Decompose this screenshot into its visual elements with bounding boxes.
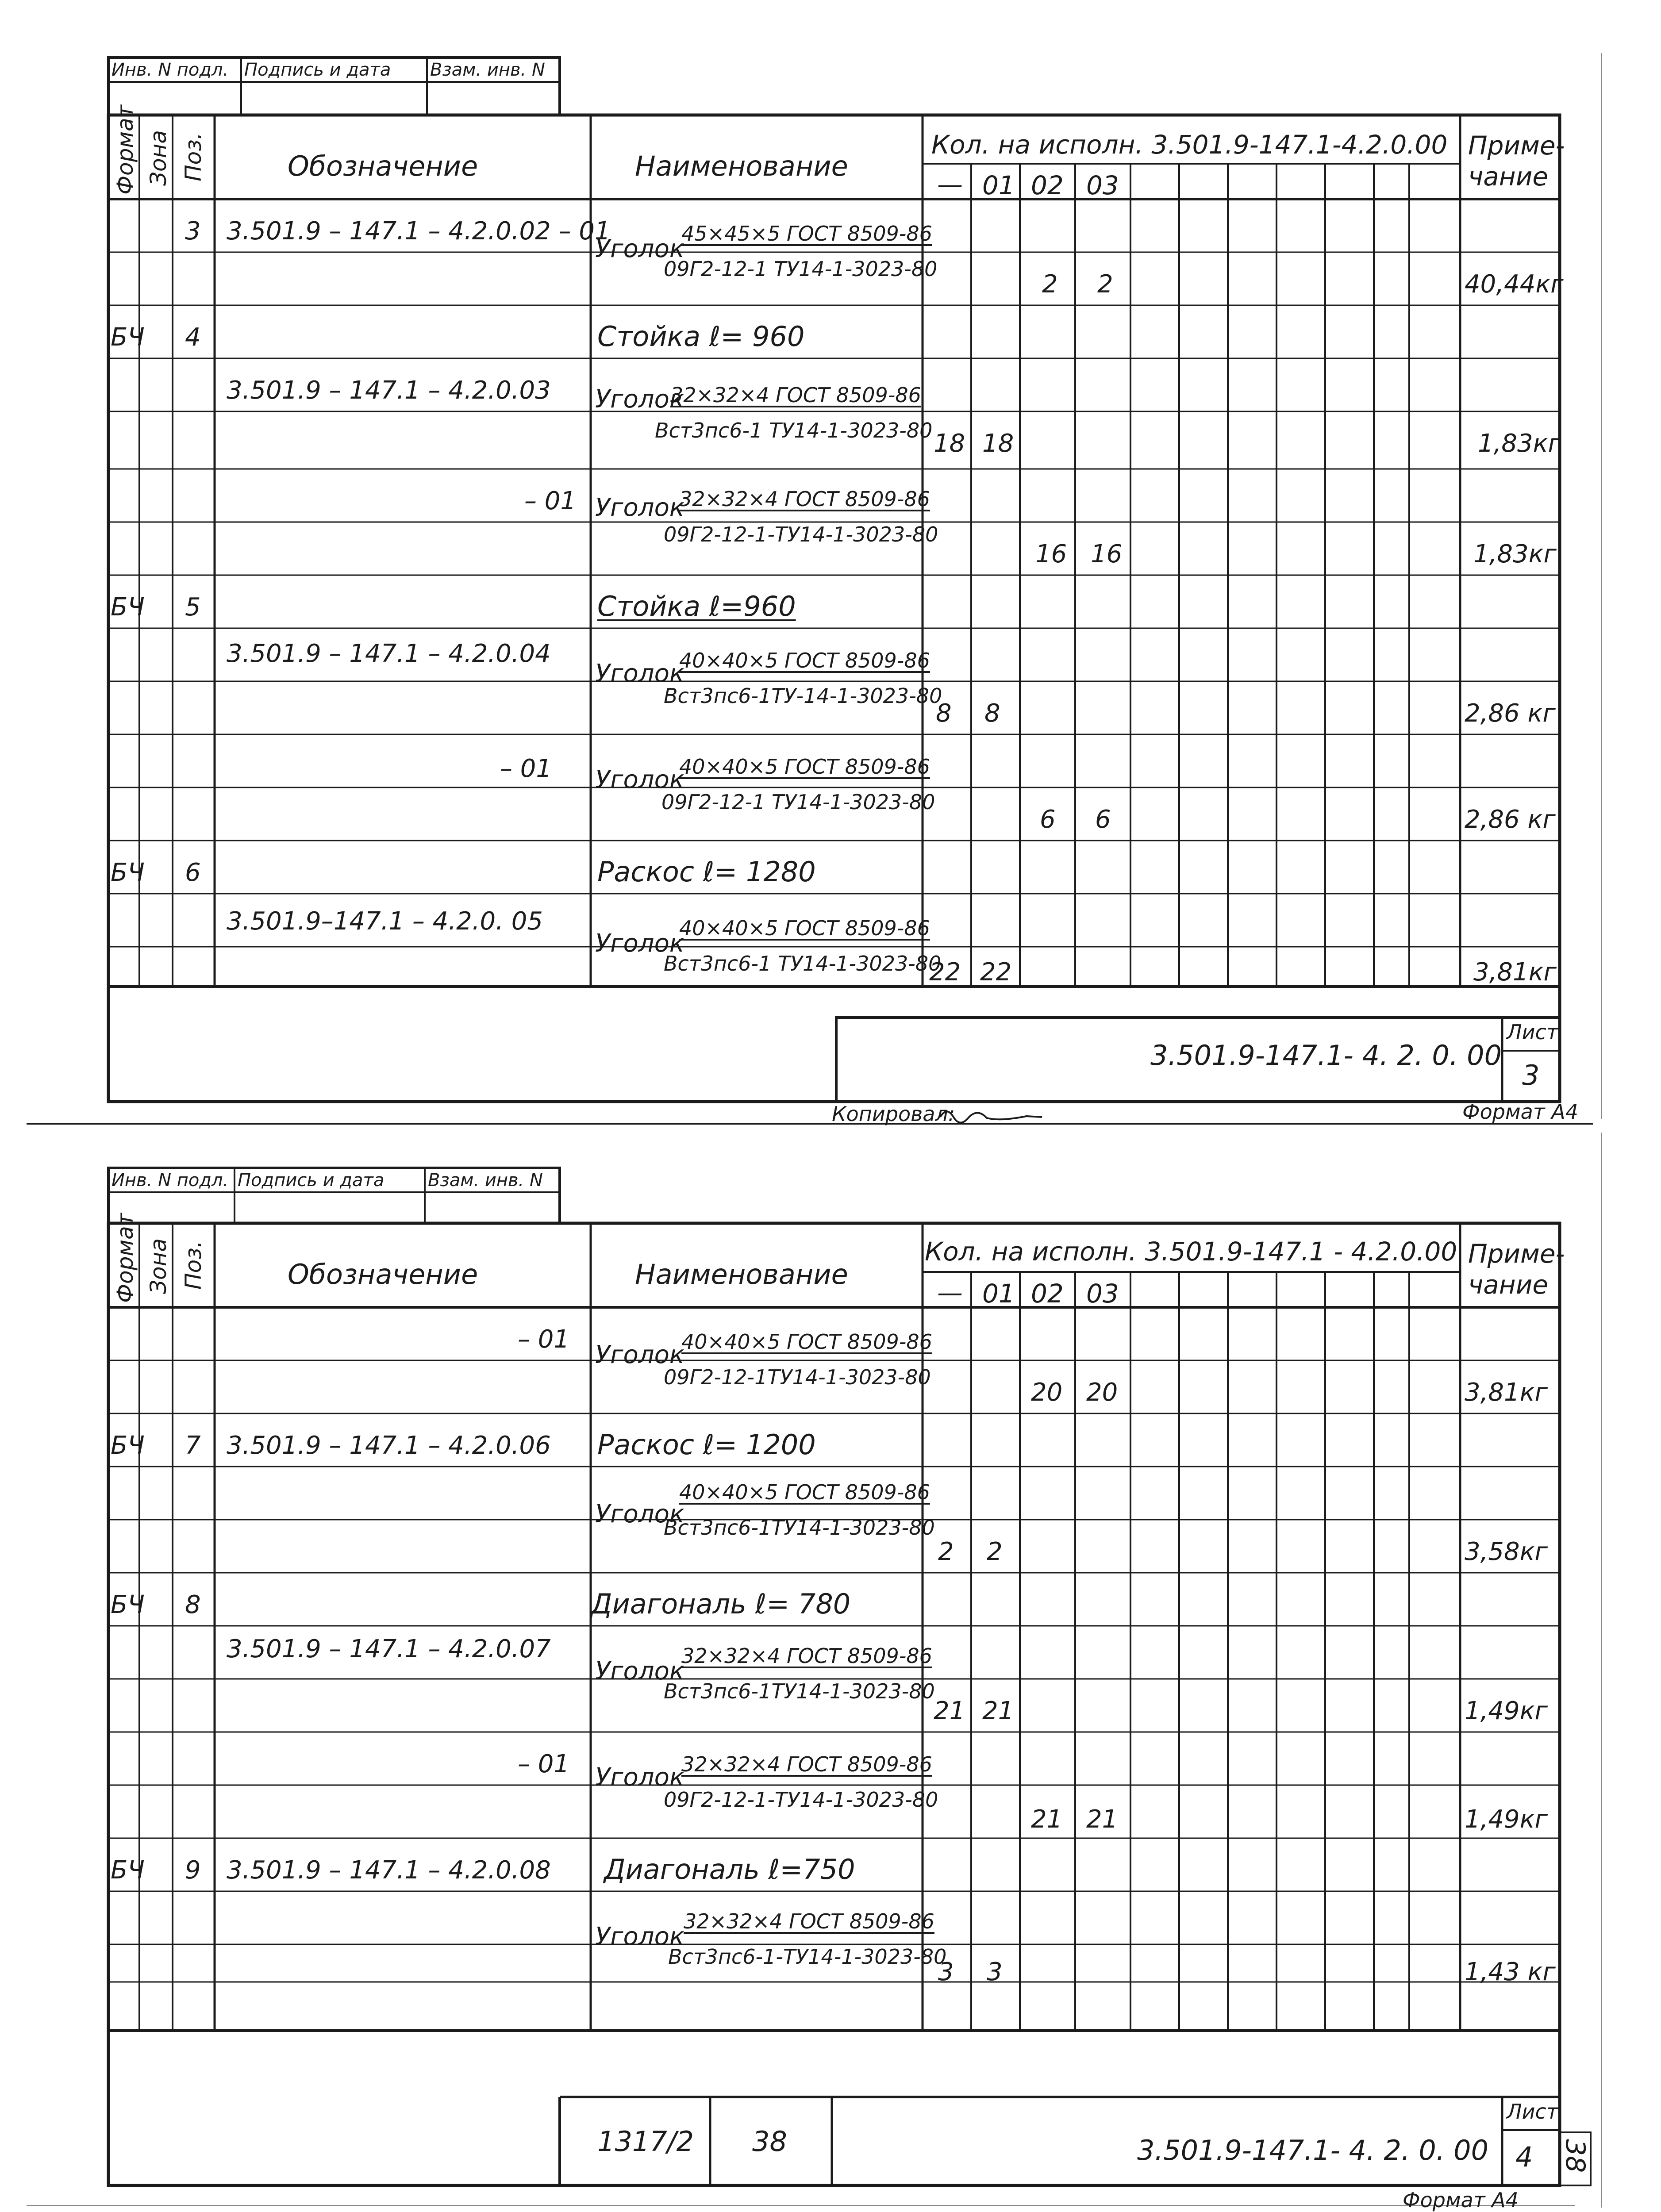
variant-01-2: 01 (982, 1279, 1015, 1309)
p1-r6-q01: 8 (984, 699, 1000, 728)
p1-r4-name: Уголок (595, 493, 684, 522)
p1-r1-designation: 3.501.9 – 147.1 – 4.2.0.02 – 01 (227, 217, 611, 246)
col-format: Формат (112, 105, 138, 195)
variant-03-2: 03 (1086, 1279, 1119, 1309)
p1-r1-name: Уголок (595, 234, 684, 263)
p1-r9-name: Уголок (595, 929, 684, 958)
p1-r9-q01: 22 (980, 958, 1012, 987)
p1-r4-designation: – 01 (524, 487, 577, 515)
p1-r9-spec-top: 40×40×5 ГОСТ 8509-86 (679, 916, 930, 940)
p1-r6-spec-top: 40×40×5 ГОСТ 8509-86 (679, 649, 930, 672)
qty-header: Кол. на исполн. 3.501.9-147.1-4.2.0.00 (931, 130, 1448, 160)
p1-r6-spec-bottom: Вст3пс6-1ТУ-14-1-3023-80 (664, 684, 942, 708)
p1-r6-designation: 3.501.9 – 147.1 – 4.2.0.04 (227, 639, 551, 668)
p1-r9-spec-bottom: Вст3пс6-1 ТУ14-1-3023-80 (664, 952, 942, 975)
p1-r3-note: 1,83кг (1478, 429, 1561, 458)
p2-r3-name: Уголок (595, 1500, 684, 1528)
p1-r3-spec-bottom: Вст3пс6-1 ТУ14-1-3023-80 (655, 419, 933, 442)
col-name-2: Наименование (635, 1258, 848, 1290)
p1-r8-name: Раскос ℓ= 1280 (597, 856, 816, 888)
copyist-signature (938, 1104, 1044, 1126)
qty-header-2: Кол. на исполн. 3.501.9-147.1 - 4.2.0.00 (925, 1237, 1457, 1267)
approval-vzam-2: Взам. инв. N (428, 1170, 543, 1190)
p2-title-code: 3.501.9-147.1- 4. 2. 0. 00 (1137, 2134, 1489, 2166)
p1-r7-spec-bottom: 09Г2-12-1 ТУ14-1-3023-80 (661, 790, 935, 814)
col-pos: Поз. (181, 132, 206, 181)
p1-r9-note: 3,81кг (1473, 958, 1557, 987)
p2-r8-q01: 3 (987, 1958, 1003, 1986)
col-zone-2: Зона (146, 1238, 171, 1294)
approval-inv-podl: Инв. N подл. (112, 60, 229, 80)
p2-r5-q0: 21 (934, 1697, 965, 1725)
p1-r1-note: 40,44кг (1465, 270, 1564, 299)
p2-r2-format: БЧ (111, 1431, 145, 1460)
p2-r6-spec-bottom: 09Г2-12-1-ТУ14-1-3023-80 (664, 1788, 938, 1812)
p1-r4-q02: 16 (1035, 540, 1067, 568)
p2-r6-designation: – 01 (518, 1750, 570, 1778)
p1-r9-designation: 3.501.9–147.1 – 4.2.0. 05 (227, 907, 543, 936)
col-note-1-2: Приме- (1468, 1239, 1565, 1269)
p1-r5-format: БЧ (111, 593, 145, 622)
p1-r1-pos: 3 (185, 217, 201, 246)
col-note-1: Приме- (1468, 131, 1565, 161)
p2-r5-q01: 21 (982, 1697, 1014, 1725)
p1-r7-spec-top: 40×40×5 ГОСТ 8509-86 (679, 755, 930, 779)
p2-r1-q02: 20 (1031, 1378, 1063, 1407)
variant-base-2: — (937, 1278, 963, 1308)
p1-r4-spec-top: 32×32×4 ГОСТ 8509-86 (679, 487, 930, 511)
col-designation-2: Обозначение (288, 1258, 478, 1290)
p1-r1-q02: 2 (1042, 270, 1058, 299)
p1-r2-pos: 4 (185, 323, 201, 352)
p2-sheet-no: 4 (1515, 2141, 1533, 2173)
p2-r2-name: Раскос ℓ= 1200 (597, 1429, 816, 1461)
p2-r1-name: Уголок (595, 1340, 684, 1369)
approval-sign-date-2: Подпись и дата (238, 1170, 384, 1190)
approval-sign-date: Подпись и дата (244, 60, 391, 80)
p2-r6-q02: 21 (1031, 1805, 1063, 1834)
variant-base: — (937, 169, 963, 200)
p1-title-code: 3.501.9-147.1- 4. 2. 0. 00 (1150, 1039, 1502, 1071)
p2-r7-name: Диагональ ℓ=750 (604, 1853, 855, 1886)
col-name: Наименование (635, 150, 848, 182)
p2-r5-designation: 3.501.9 – 147.1 – 4.2.0.07 (227, 1635, 551, 1663)
p2-r3-spec-bottom: Вст3пс6-1ТУ14-1-3023-80 (664, 1516, 935, 1540)
p1-r2-name: Стойка ℓ= 960 (597, 320, 805, 353)
p2-r8-note: 1,43 кг (1465, 1958, 1556, 1986)
p2-r6-q03: 21 (1086, 1805, 1118, 1834)
p1-r8-pos: 6 (185, 858, 201, 887)
p2-r3-note: 3,58кг (1465, 1537, 1548, 1566)
variant-02: 02 (1031, 170, 1064, 200)
p1-r8-format: БЧ (111, 858, 145, 887)
p1-r3-designation: 3.501.9 – 147.1 – 4.2.0.03 (227, 376, 551, 405)
p1-r4-q03: 16 (1091, 540, 1123, 568)
p2-page: 38 (752, 2125, 787, 2158)
p2-r7-format: БЧ (111, 1856, 145, 1885)
p2-r8-spec-top: 32×32×4 ГОСТ 8509-86 (684, 1909, 934, 1933)
p1-r3-q0: 18 (934, 429, 965, 458)
col-pos-2: Поз. (181, 1240, 206, 1290)
p2-r4-name: Диагональ ℓ= 780 (591, 1588, 851, 1620)
p1-r5-pos: 5 (185, 593, 201, 622)
p2-r2-pos: 7 (185, 1431, 201, 1460)
p1-r2-format: БЧ (111, 323, 145, 352)
p1-r9-q0: 22 (929, 958, 961, 987)
variant-03: 03 (1086, 170, 1119, 200)
col-designation: Обозначение (288, 150, 478, 182)
p2-r1-note: 3,81кг (1465, 1378, 1548, 1407)
p2-r1-q03: 20 (1086, 1378, 1118, 1407)
col-zone: Зона (146, 130, 171, 186)
p1-r6-note: 2,86 кг (1465, 699, 1556, 728)
p2-r3-spec-top: 40×40×5 ГОСТ 8509-86 (679, 1480, 930, 1504)
p1-r4-spec-bottom: 09Г2-12-1-ТУ14-1-3023-80 (664, 522, 938, 546)
p1-r7-q02: 6 (1040, 805, 1056, 834)
p1-r3-spec-top: 32×32×4 ГОСТ 8509-86 (670, 383, 921, 407)
p1-copied: Копировал: (832, 1102, 955, 1126)
p2-format: Формат А4 (1403, 2188, 1519, 2212)
p1-r3-q01: 18 (982, 429, 1014, 458)
p2-r6-name: Уголок (595, 1763, 684, 1792)
approval-vzam: Взам. инв. N (430, 60, 545, 80)
p1-format: Формат А4 (1462, 1100, 1578, 1124)
p1-r7-note: 2,86 кг (1465, 805, 1556, 834)
p2-r8-q0: 3 (938, 1958, 954, 1986)
p1-r6-name: Уголок (595, 659, 684, 688)
p2-r5-spec-bottom: Вст3пс6-1ТУ14-1-3023-80 (664, 1679, 935, 1703)
p2-margin-no: 38 (1560, 2139, 1591, 2173)
p1-r1-q03: 2 (1097, 270, 1113, 299)
p2-r5-name: Уголок (595, 1657, 684, 1686)
p1-r7-q03: 6 (1095, 805, 1111, 834)
p1-r4-note: 1,83кг (1473, 540, 1557, 568)
p2-r3-q01: 2 (987, 1537, 1003, 1566)
p1-r6-q0: 8 (936, 699, 952, 728)
col-note-2: чание (1468, 161, 1549, 192)
p2-r3-q0: 2 (938, 1537, 954, 1566)
p2-r1-spec-bottom: 09Г2-12-1ТУ14-1-3023-80 (664, 1365, 931, 1389)
p1-r5-name: Стойка ℓ=960 (597, 590, 796, 622)
p2-r4-pos: 8 (185, 1590, 201, 1619)
p2-r1-designation: – 01 (518, 1325, 570, 1354)
p2-r6-note: 1,49кг (1465, 1805, 1548, 1834)
approval-inv-podl-2: Инв. N подл. (112, 1170, 229, 1190)
p1-sheet-label: Лист (1507, 1020, 1558, 1044)
p1-r1-spec-bottom: 09Г2-12-1 ТУ14-1-3023-80 (664, 257, 938, 281)
p1-r7-name: Уголок (595, 765, 684, 794)
p2-r8-name: Уголок (595, 1922, 684, 1951)
variant-02-2: 02 (1031, 1279, 1064, 1309)
p2-r8-spec-bottom: Вст3пс6-1-ТУ14-1-3023-80 (668, 1945, 947, 1969)
variant-01: 01 (982, 170, 1015, 200)
p2-r7-designation: 3.501.9 – 147.1 – 4.2.0.08 (227, 1856, 551, 1885)
p1-r3-name: Уголок (595, 385, 684, 414)
p2-r4-format: БЧ (111, 1590, 145, 1619)
p2-r1-spec-top: 40×40×5 ГОСТ 8509-86 (681, 1330, 932, 1354)
p2-archive-no: 1317/2 (597, 2125, 694, 2158)
col-format-2: Формат (112, 1213, 138, 1303)
p2-r7-pos: 9 (185, 1856, 201, 1885)
p2-r6-spec-top: 32×32×4 ГОСТ 8509-86 (681, 1752, 932, 1776)
col-note-2-2: чание (1468, 1270, 1549, 1300)
p2-r2-designation: 3.501.9 – 147.1 – 4.2.0.06 (227, 1431, 551, 1460)
p1-r7-designation: – 01 (500, 754, 552, 783)
p2-r5-spec-top: 32×32×4 ГОСТ 8509-86 (681, 1644, 932, 1668)
p2-r5-note: 1,49кг (1465, 1697, 1548, 1725)
p1-r1-spec-top: 45×45×5 ГОСТ 8509-86 (681, 222, 932, 246)
p1-sheet-no: 3 (1522, 1059, 1540, 1091)
p2-sheet-label: Лист (1507, 2100, 1558, 2124)
